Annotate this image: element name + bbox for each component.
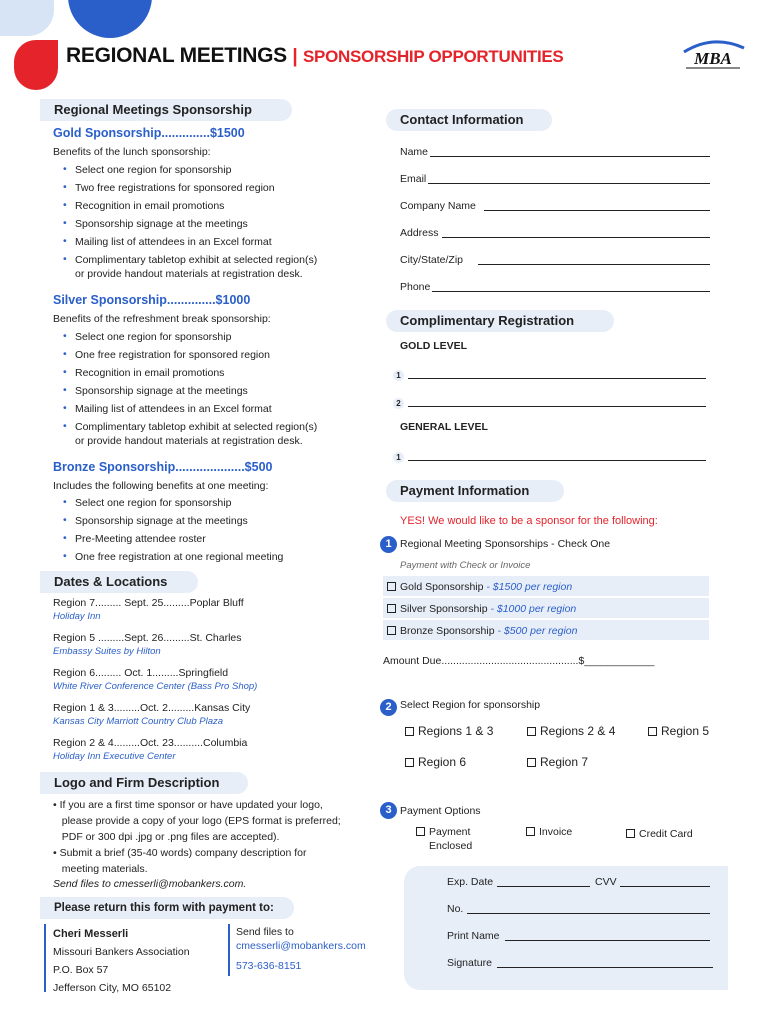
email-link[interactable]: cmesserli@mobankers.com: [236, 940, 366, 952]
checkbox-icon[interactable]: [527, 727, 536, 736]
region-option[interactable]: Region 6: [405, 755, 466, 769]
contact-accent-bar: [44, 924, 46, 992]
exp-date-field[interactable]: [497, 886, 590, 887]
venue: White River Conference Center (Bass Pro Shop): [53, 681, 258, 692]
phone-number: 573-636-8151: [236, 960, 302, 972]
field-label: Email: [400, 173, 427, 185]
field-label: Name: [400, 146, 429, 158]
payment-enclosed-label: Enclosed: [429, 840, 473, 852]
list-item: • Recognition in email promotions: [53, 200, 224, 212]
date-line: Region 7......... Sept. 25.........Poplar Bluff: [53, 597, 244, 609]
company-field[interactable]: [484, 210, 710, 211]
field-label: No.: [447, 903, 464, 915]
mba-logo: [678, 38, 748, 72]
list-item-continued: or provide handout materials at registration desk.: [75, 268, 303, 280]
list-item: • Select one region for sponsorship: [53, 164, 231, 176]
invoice-option[interactable]: Invoice: [526, 826, 572, 838]
step-number: 1: [380, 536, 397, 553]
card-number-field[interactable]: [467, 913, 710, 914]
checkbox-icon[interactable]: [626, 829, 635, 838]
silver-title: Silver Sponsorship..............$1000: [53, 293, 251, 307]
checkbox-icon[interactable]: [387, 604, 396, 613]
logo-note: please provide a copy of your logo (EPS format is preferred;: [53, 815, 341, 827]
venue: Kansas City Marriott Country Club Plaza: [53, 716, 224, 727]
payment-note: Payment with Check or Invoice: [400, 560, 531, 571]
list-item: • Complimentary tabletop exhibit at selected region(s): [53, 254, 317, 266]
sponsorship-section-title: Regional Meetings Sponsorship: [40, 99, 292, 121]
gold-level-label: GOLD LEVEL: [400, 340, 468, 352]
general-level-label: GENERAL LEVEL: [400, 421, 488, 433]
checkbox-icon[interactable]: [387, 582, 396, 591]
bronze-intro: Includes the following benefits at one meeting:: [53, 480, 269, 492]
field-label: CVV: [595, 876, 617, 888]
list-item: • Two free registrations for sponsored region: [53, 182, 275, 194]
logo-note: • Submit a brief (35-40 words) company description for: [53, 847, 307, 859]
silver-intro: Benefits of the refreshment break sponsorship:: [53, 313, 271, 325]
logo-section-title: Logo and Firm Description: [40, 772, 248, 794]
registration-section-title: Complimentary Registration: [386, 310, 614, 332]
region-option[interactable]: Region 7: [527, 755, 588, 769]
logo-note: meeting materials.: [53, 863, 148, 875]
field-label: Exp. Date: [447, 876, 494, 888]
list-item: • Recognition in email promotions: [53, 367, 224, 379]
email-field[interactable]: [428, 183, 710, 184]
field-label: Signature: [447, 957, 492, 969]
checkbox-icon[interactable]: [648, 727, 657, 736]
send-accent-bar: [228, 924, 230, 976]
gold-registrant-2-field[interactable]: [408, 406, 706, 407]
silver-sponsorship-option[interactable]: Silver Sponsorship - $1000 per region: [383, 598, 709, 618]
date-line: Region 6......... Oct. 1.........Springfield: [53, 667, 229, 679]
checkbox-icon[interactable]: [527, 758, 536, 767]
step-number: 2: [380, 699, 397, 716]
list-item: • One free registration at one regional meeting: [53, 551, 283, 563]
field-label: Print Name: [447, 930, 500, 942]
contact-name: Cheri Messerli: [53, 928, 129, 940]
region-option[interactable]: Regions 2 & 4: [527, 724, 615, 738]
list-item: • Sponsorship signage at the meetings: [53, 218, 248, 230]
step-label: Select Region for sponsorship: [400, 699, 541, 711]
credit-card-option[interactable]: Credit Card: [626, 828, 693, 840]
list-item: • Mailing list of attendees in an Excel format: [53, 403, 272, 415]
date-line: Region 5 .........Sept. 26.........St. Charles: [53, 632, 242, 644]
page-title: REGIONAL MEETINGS | SPONSORSHIP OPPORTUNITIES: [66, 44, 564, 67]
header-decoration-red: [14, 40, 58, 90]
list-item: • Pre-Meeting attendee roster: [53, 533, 206, 545]
venue: Holiday Inn Executive Center: [53, 751, 176, 762]
logo-note: • If you are a first time sponsor or have updated your logo,: [53, 799, 323, 811]
venue: Embassy Suites by Hilton: [53, 646, 161, 657]
checkbox-icon[interactable]: [405, 758, 414, 767]
gold-intro: Benefits of the lunch sponsorship:: [53, 146, 211, 158]
payment-enclosed-option[interactable]: Payment: [416, 826, 470, 838]
send-label: Send files to: [236, 926, 294, 938]
dates-section-title: Dates & Locations: [40, 571, 198, 593]
list-item: • Mailing list of attendees in an Excel format: [53, 236, 272, 248]
corner-decoration-light: [0, 0, 54, 36]
logo-note: PDF or 300 dpi .jpg or .png files are accepted).: [53, 831, 280, 843]
field-label: Address: [400, 227, 439, 239]
list-item: • Select one region for sponsorship: [53, 331, 231, 343]
contact-line: Jefferson City, MO 65102: [53, 982, 172, 994]
list-item: • Complimentary tabletop exhibit at selected region(s): [53, 421, 317, 433]
gold-registrant-1-field[interactable]: [408, 378, 706, 379]
gold-title: Gold Sponsorship..............$1500: [53, 126, 245, 140]
amount-due-field[interactable]: Amount Due...............................................$____________: [383, 655, 655, 667]
date-line: Region 1 & 3.........Oct. 2.........Kansas City: [53, 702, 251, 714]
list-item-continued: or provide handout materials at registration desk.: [75, 435, 303, 447]
contact-line: P.O. Box 57: [53, 964, 109, 976]
list-item: • One free registration for sponsored region: [53, 349, 270, 361]
sponsor-confirm-text: YES! We would like to be a sponsor for the following:: [400, 515, 658, 527]
list-item: • Sponsorship signage at the meetings: [53, 385, 248, 397]
svg-text:MBA: MBA: [694, 49, 732, 68]
registrant-number: 1: [393, 452, 404, 463]
signature-field[interactable]: [497, 967, 713, 968]
list-item: • Select one region for sponsorship: [53, 497, 231, 509]
date-line: Region 2 & 4.........Oct. 23..........Columbia: [53, 737, 248, 749]
general-registrant-field[interactable]: [408, 460, 706, 461]
list-item: • Sponsorship signage at the meetings: [53, 515, 248, 527]
bronze-sponsorship-option[interactable]: Bronze Sponsorship - $500 per region: [383, 620, 709, 640]
payment-section-title: Payment Information: [386, 480, 564, 502]
header-decoration-blue: [68, 0, 152, 38]
checkbox-icon[interactable]: [405, 727, 414, 736]
registrant-number: 1: [393, 370, 404, 381]
region-option[interactable]: Region 5: [648, 724, 709, 738]
checkbox-icon[interactable]: [387, 626, 396, 635]
step-number: 3: [380, 802, 397, 819]
venue: Holiday Inn: [53, 611, 101, 622]
bronze-title: Bronze Sponsorship....................$500: [53, 460, 273, 474]
field-label: City/State/Zip: [400, 254, 464, 266]
field-label: Company Name: [400, 200, 476, 212]
region-option[interactable]: Regions 1 & 3: [405, 724, 493, 738]
registrant-number: 2: [393, 398, 404, 409]
address-field[interactable]: [442, 237, 710, 238]
gold-sponsorship-option[interactable]: Gold Sponsorship - $1500 per region: [383, 576, 709, 596]
send-files-note: Send files to cmesserli@mobankers.com.: [53, 878, 247, 890]
name-field[interactable]: [430, 156, 710, 157]
cvv-field[interactable]: [620, 886, 710, 887]
checkbox-icon[interactable]: [416, 827, 425, 836]
step-label: Payment Options: [400, 805, 481, 817]
print-name-field[interactable]: [505, 940, 710, 941]
city-state-zip-field[interactable]: [478, 264, 710, 265]
contact-section-title: Contact Information: [386, 109, 552, 131]
return-title: Please return this form with payment to:: [40, 897, 294, 919]
field-label: Phone: [400, 281, 431, 293]
contact-line: Missouri Bankers Association: [53, 946, 190, 958]
checkbox-icon[interactable]: [526, 827, 535, 836]
step-label: Regional Meeting Sponsorships - Check One: [400, 538, 611, 550]
phone-field[interactable]: [432, 291, 710, 292]
